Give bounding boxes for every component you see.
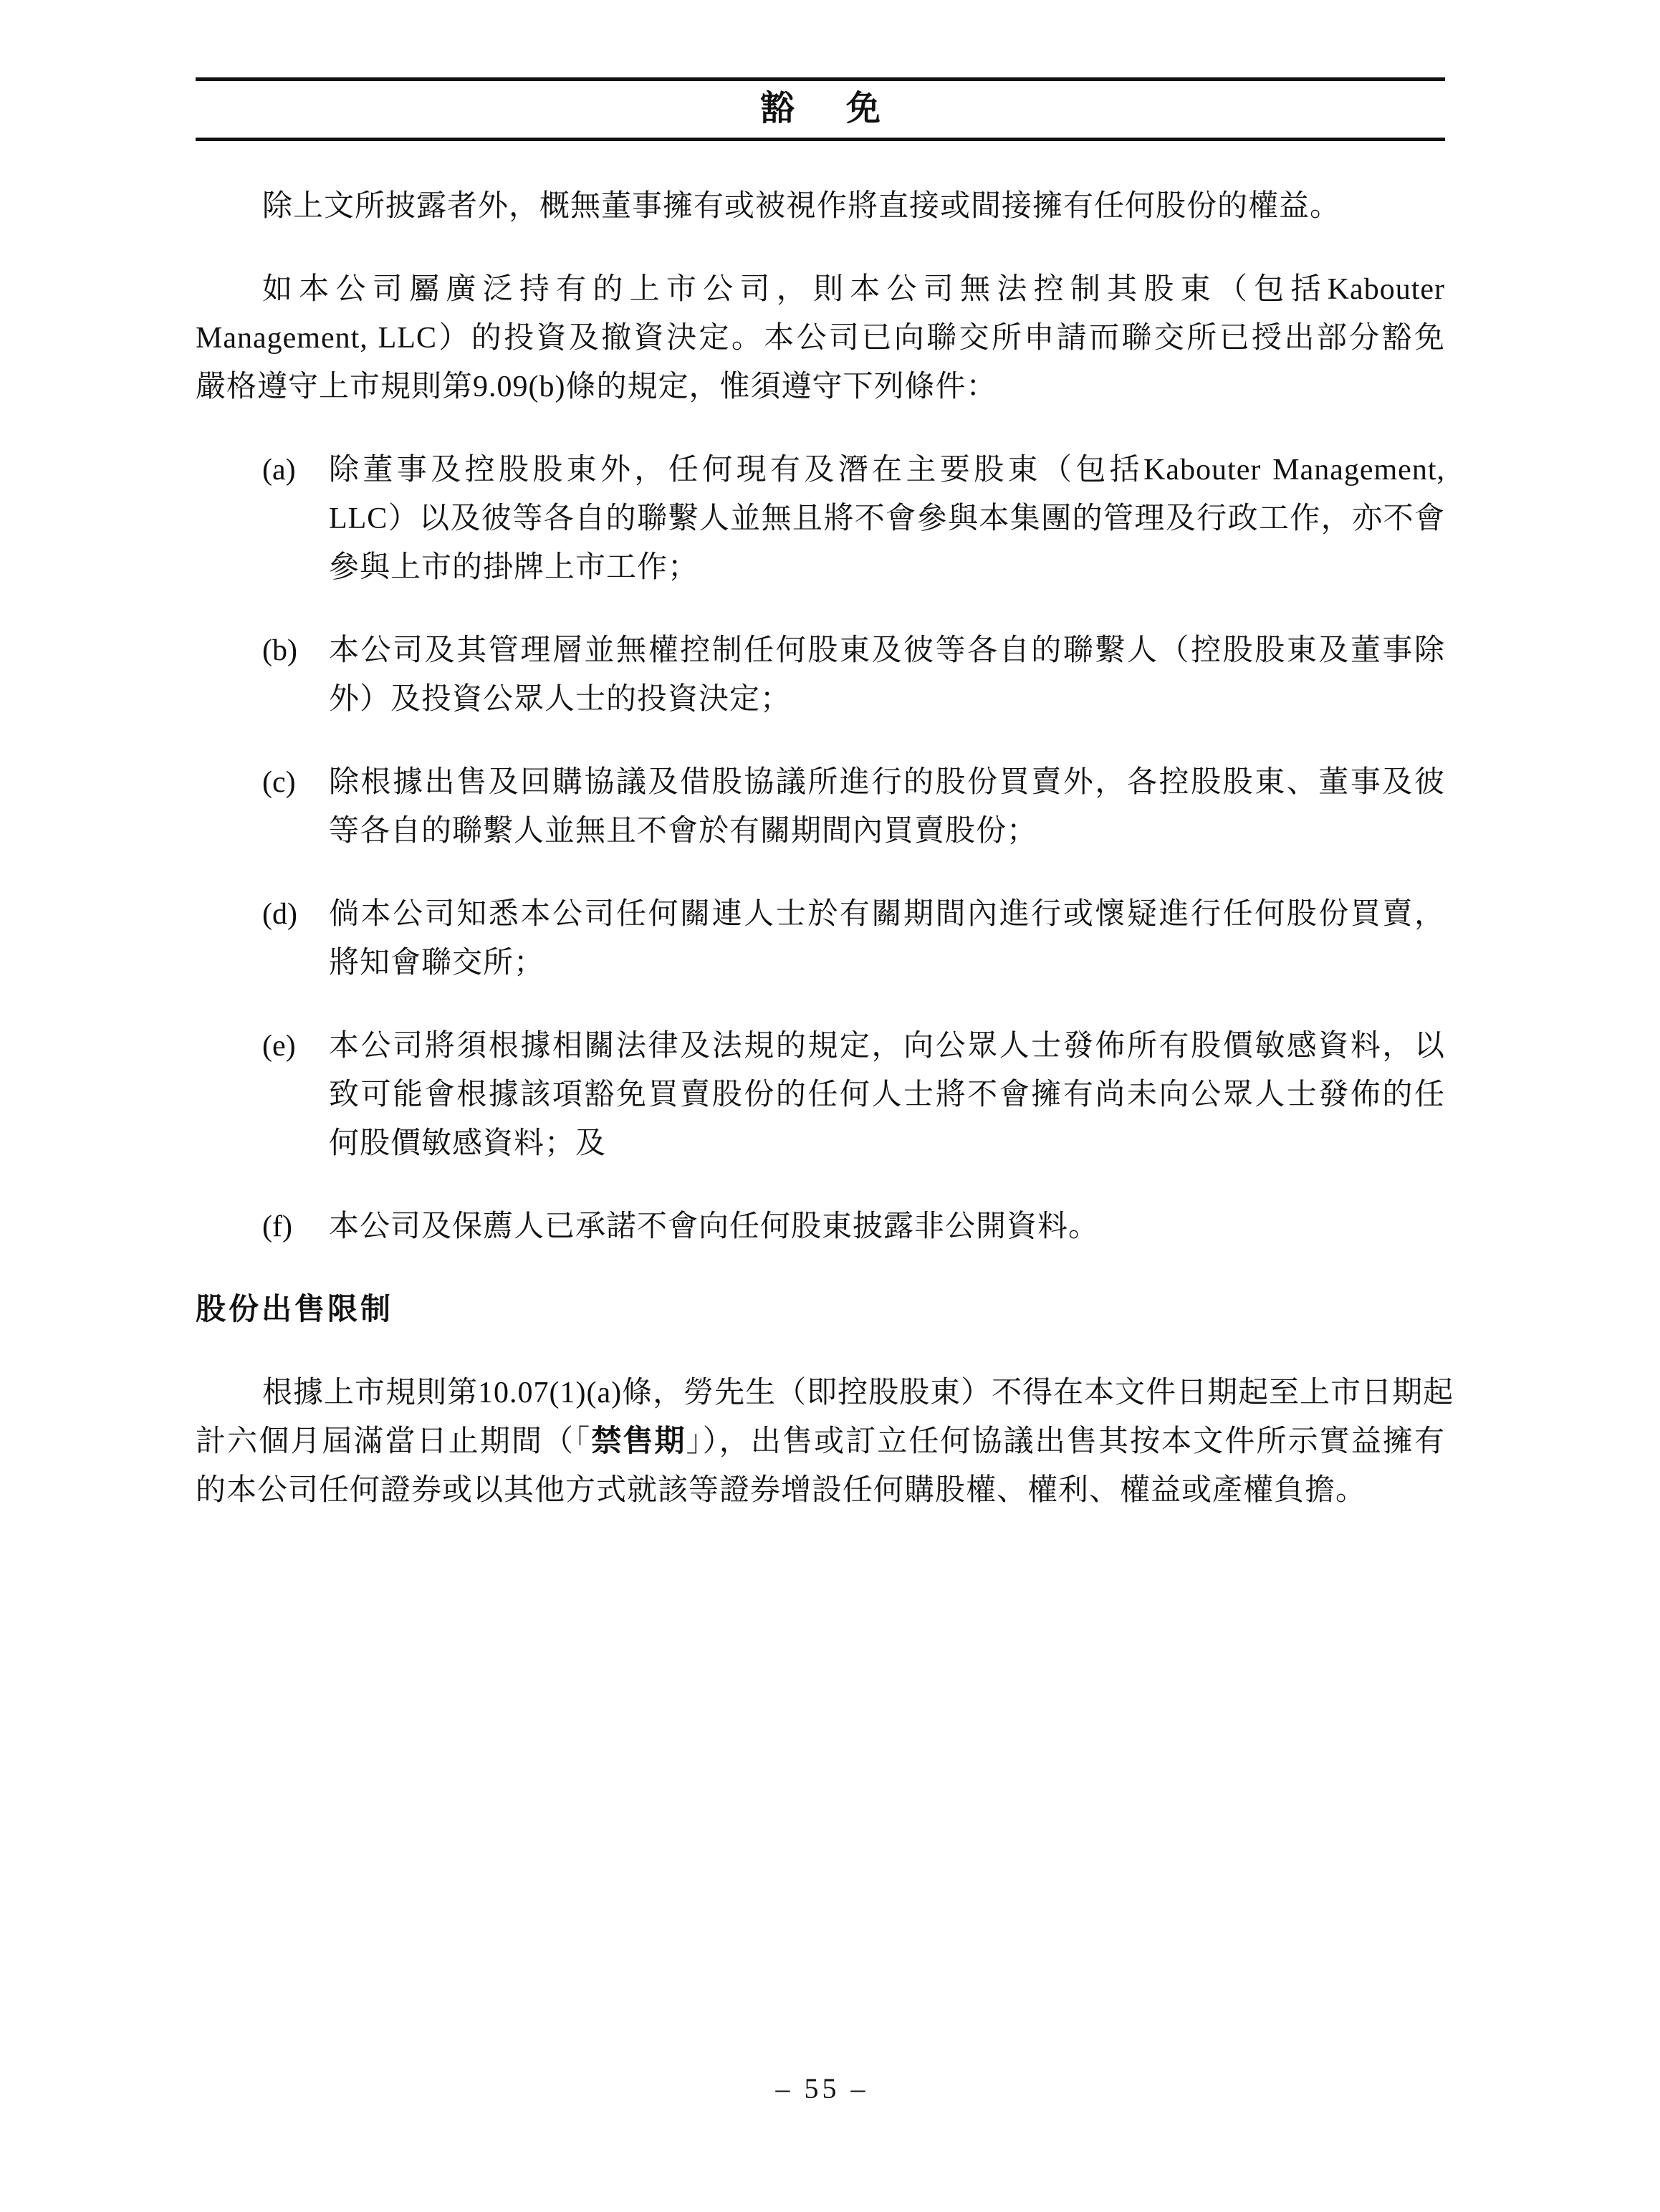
condition-line: 本公司及保薦人已承諾不會向任何股東披露非公開資料。: [329, 1210, 1100, 1243]
condition-line: 參與上市的掛牌上市工作；: [329, 551, 699, 584]
condition-line: 致可能會根據該項豁免買賣股份的任何人士將不會擁有尚未向公眾人士發佈的任: [329, 1078, 1445, 1111]
paragraph-line: 嚴格遵守上市規則第9.09(b)條的規定，惟須遵守下列條件：: [196, 370, 997, 403]
paragraph-line: Management, LLC）的投資及撤資決定。本公司已向聯交所申請而聯交所已授出部分豁免: [196, 322, 1445, 355]
condition-line: 除董事及控股股東外，任何現有及潛在主要股東（包括Kabouter Management,: [329, 454, 1445, 487]
paragraph-line: 根據上市規則第10.07(1)(a)條，勞先生（即控股股東）不得在本文件日期起至上市日期起: [262, 1376, 1454, 1409]
condition-label: (a): [262, 454, 296, 487]
condition-item-f: [196, 1202, 1445, 1251]
lockup-term: 禁售期: [591, 1425, 686, 1458]
condition-line: 除根據出售及回購協議及借股協議所進行的股份買賣外，各控股股東、董事及彼: [329, 766, 1445, 799]
condition-label: (e): [262, 1030, 296, 1063]
condition-item-d: [196, 890, 1445, 987]
condition-label: (f): [262, 1210, 292, 1243]
paragraph-line: [196, 1417, 1445, 1466]
text-segment: 計六個月屆滿當日止期間（「: [196, 1425, 592, 1458]
waiver-paragraph: [196, 265, 1445, 411]
condition-label: (d): [262, 898, 297, 931]
lockup-heading: 股份出售限制: [196, 1293, 394, 1326]
intro-paragraph: [196, 182, 1445, 231]
condition-item-b: [196, 626, 1445, 724]
header-top-rule: [196, 77, 1445, 81]
condition-line: 外）及投資公眾人士的投資決定；: [329, 683, 792, 716]
paragraph-line: 除上文所披露者外，概無董事擁有或被視作將直接或間接擁有任何股份的權益。: [262, 190, 1341, 223]
condition-line: LLC）以及彼等各自的聯繫人並無且將不會參與本集團的管理及行政工作，亦不會: [329, 502, 1445, 535]
header-bottom-rule: [196, 138, 1445, 141]
condition-line: 等各自的聯繫人並無且不會於有關期間內買賣股份；: [329, 815, 1038, 848]
condition-line: 將知會聯交所；: [329, 947, 545, 980]
text-segment: 」），出售或訂立任何協議出售其按本文件所示實益擁有: [686, 1425, 1445, 1458]
condition-item-e: [196, 1022, 1445, 1168]
condition-label: (b): [262, 634, 297, 667]
condition-label: (c): [262, 766, 296, 799]
lockup-paragraph: [196, 1369, 1454, 1515]
condition-line: 倘本公司知悉本公司任何關連人士於有關期間內進行或懷疑進行任何股份買賣，: [329, 898, 1445, 931]
condition-item-a: [196, 446, 1445, 592]
section-title: 豁 免: [759, 90, 889, 128]
paragraph-line: 如本公司屬廣泛持有的上市公司，則本公司無法控制其股東（包括Kabouter: [262, 273, 1445, 306]
page-number: – 55 –: [775, 2072, 869, 2105]
paragraph-line: 的本公司任何證券或以其他方式就該等證券增設任何購股權、權利、權益或產權負擔。: [196, 1474, 1367, 1507]
condition-line: 本公司及其管理層並無權控制任何股東及彼等各自的聯繫人（控股股東及董事除: [329, 634, 1445, 667]
condition-line: 本公司將須根據相關法律及法規的規定，向公眾人士發佈所有股價敏感資料，以: [329, 1030, 1445, 1063]
document-body: [196, 182, 1454, 1549]
condition-line: 何股價敏感資料；及: [329, 1127, 607, 1160]
condition-item-c: [196, 758, 1445, 856]
